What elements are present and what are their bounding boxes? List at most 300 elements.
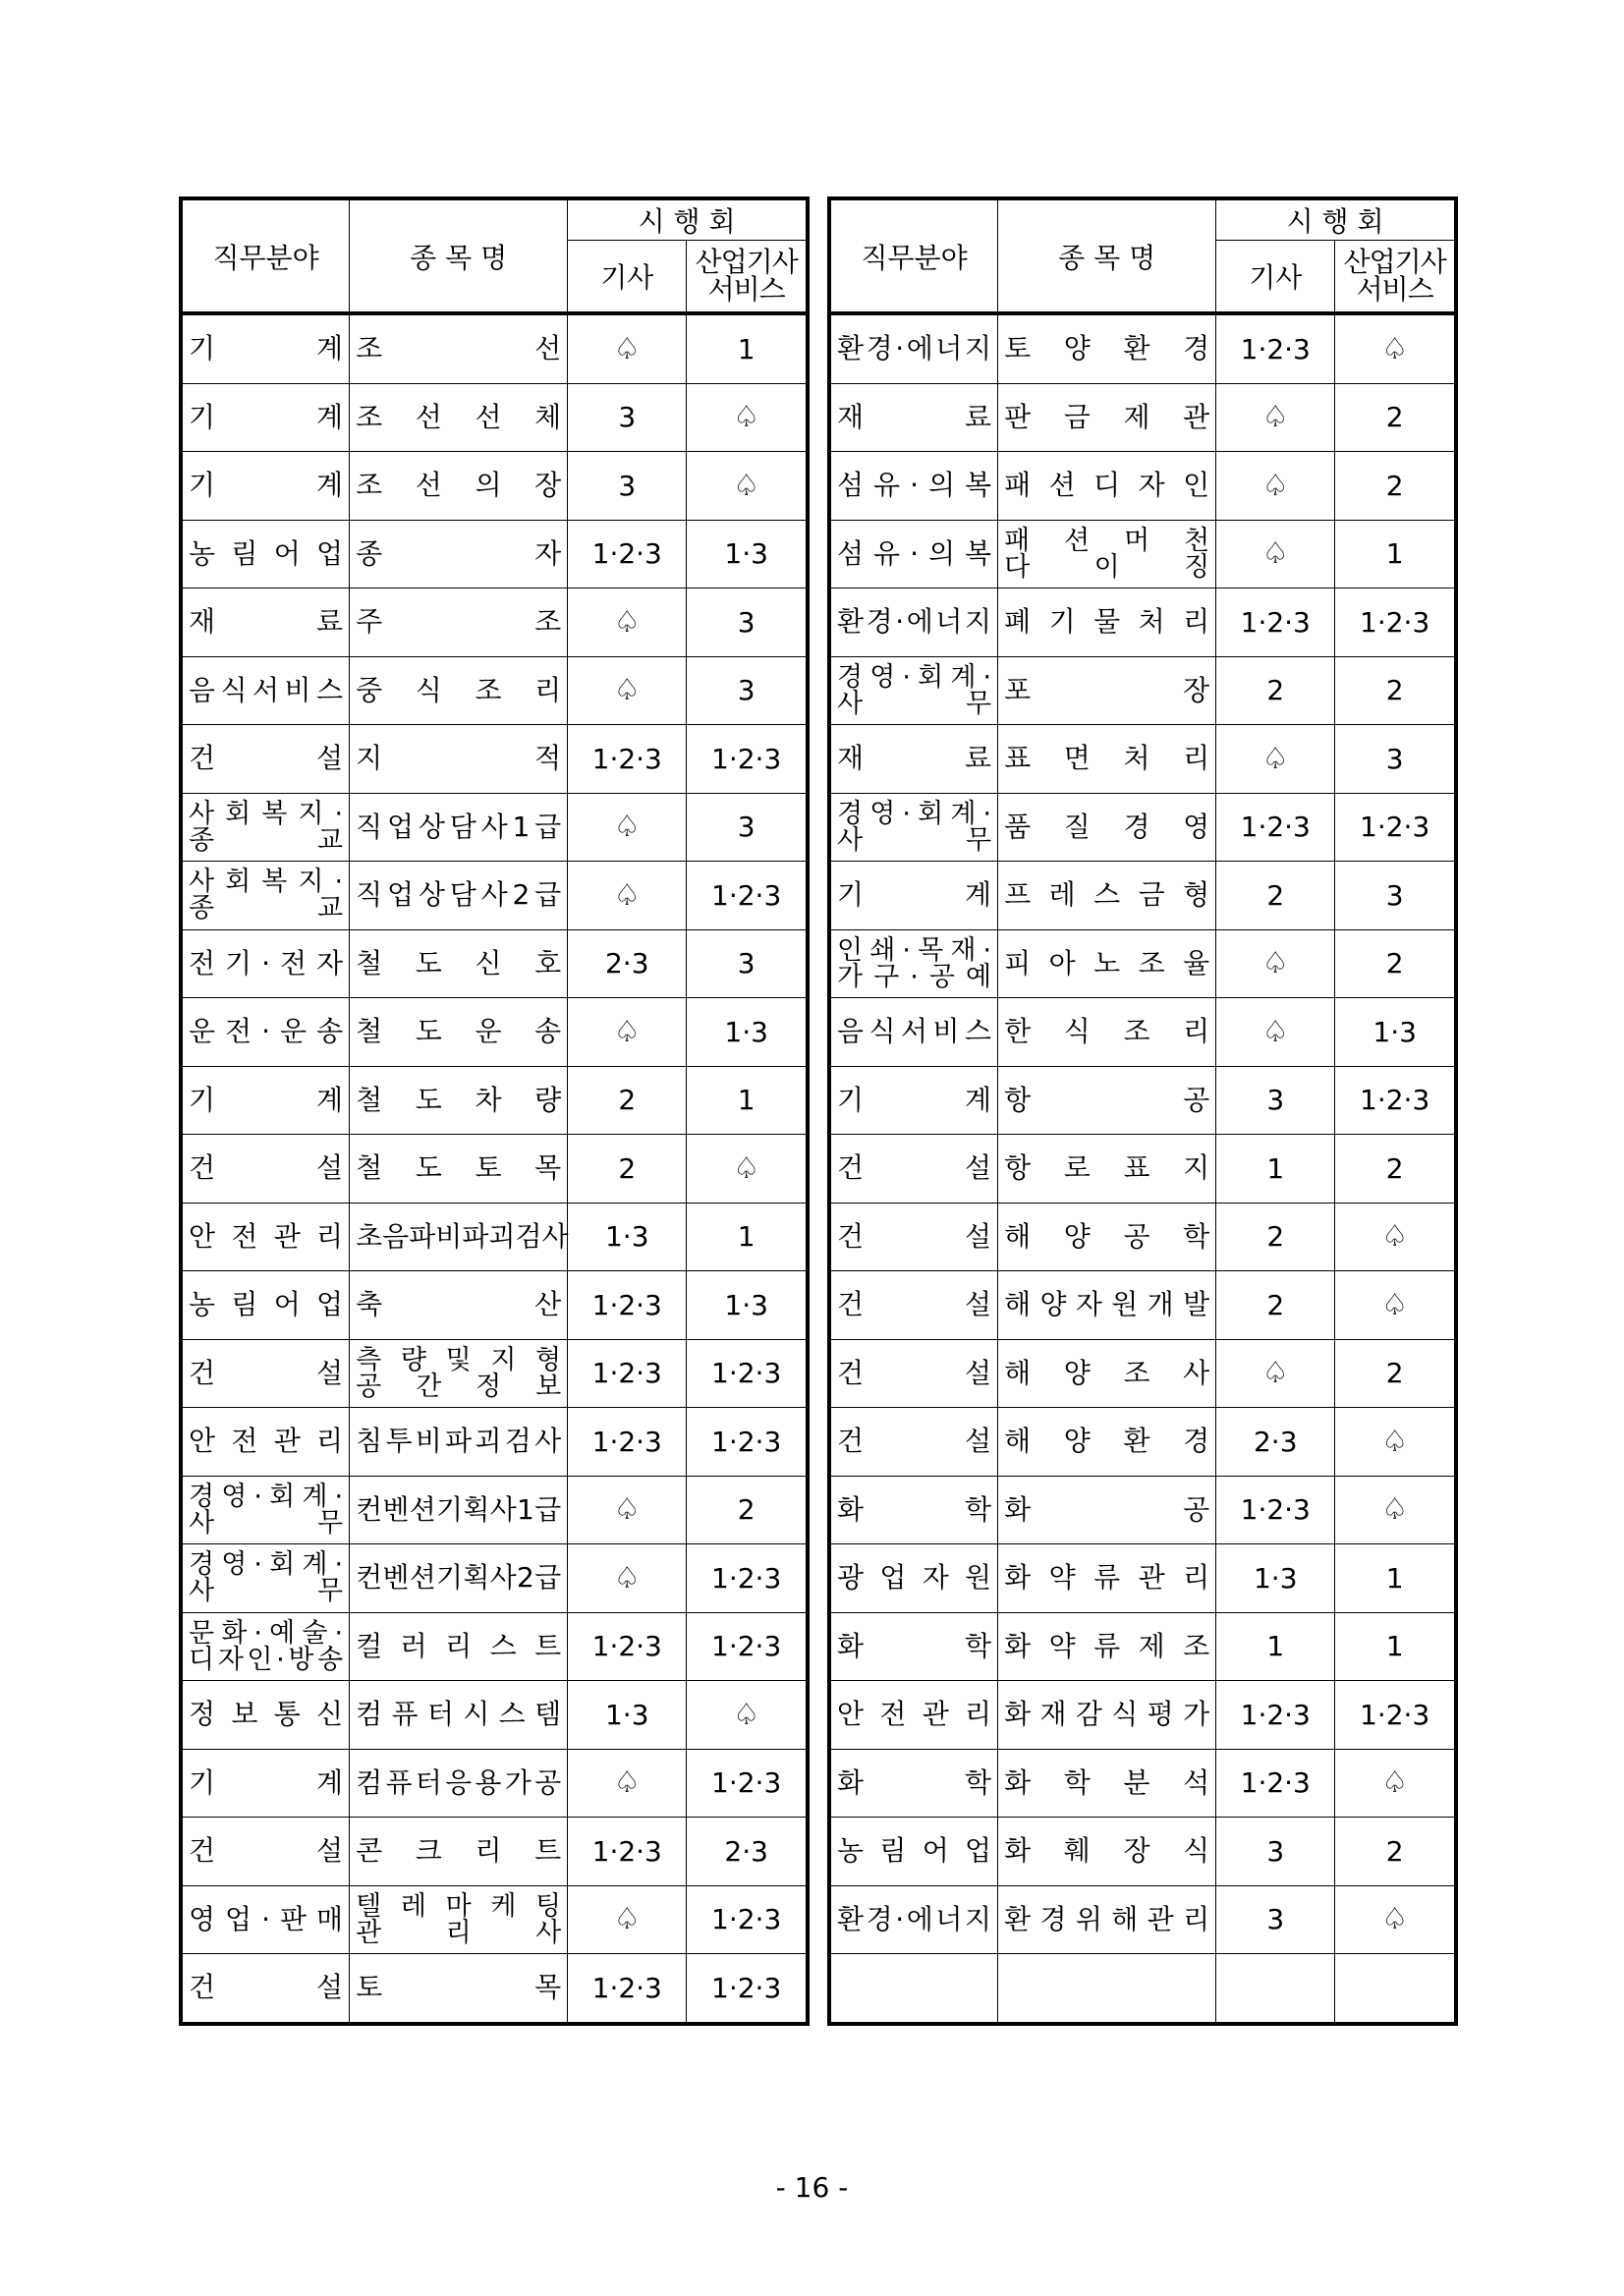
item-name-line: 컨 벤 션 기 획 사 1 급	[356, 1492, 562, 1526]
job-field-cell	[181, 656, 350, 725]
job-field-line: 농 림 어 업	[189, 1288, 344, 1321]
table-row	[181, 1954, 808, 2024]
job-field	[837, 1902, 992, 1935]
spade-icon: ♤	[568, 656, 687, 725]
table-row	[829, 1885, 1456, 1954]
spade-icon: ♤	[1335, 1749, 1456, 1818]
item-name-line: 조 선 의 장	[356, 469, 562, 502]
table-row	[181, 929, 808, 998]
item-name-cell	[350, 793, 568, 862]
header-exam: 시 행 회	[568, 198, 808, 241]
session-value: 2	[1335, 1339, 1456, 1408]
item-name-line: 콘 크 리 트	[356, 1834, 562, 1868]
item-name	[356, 878, 562, 912]
session-value: 2	[1216, 1271, 1335, 1340]
table-row	[181, 1066, 808, 1135]
session-value: 1·2·3	[687, 1544, 808, 1613]
job-field-cell	[181, 862, 350, 930]
item-name-cell	[350, 1954, 568, 2024]
session-value: 1·2·3	[1335, 1681, 1456, 1750]
session-value: 3	[1216, 1818, 1335, 1886]
job-field-line: 재 료	[837, 742, 992, 775]
item-name-line: 중 식 조 리	[356, 673, 562, 706]
item-name-cell	[350, 313, 568, 383]
session-value: 1·2·3	[1216, 588, 1335, 657]
job-field-cell	[829, 929, 998, 998]
job-field-line: 가 구 · 공 예	[837, 961, 992, 992]
job-field-cell	[829, 1476, 998, 1544]
header-industrial-line-1: 산업기사	[695, 246, 798, 278]
job-field	[189, 536, 344, 570]
table-row	[829, 929, 1456, 998]
header-gisa: 기사	[1216, 241, 1335, 314]
item-name-line: 포 장	[1004, 673, 1210, 706]
session-value: 1·2·3	[1335, 793, 1456, 862]
item-name-cell	[350, 1818, 568, 1886]
item-name-cell	[998, 383, 1216, 452]
table-row	[829, 1408, 1456, 1477]
spade-icon: ♤	[1335, 1885, 1456, 1954]
item-name	[356, 810, 562, 843]
item-name	[356, 1698, 562, 1731]
item-name-cell	[350, 1681, 568, 1750]
item-name	[1004, 1288, 1210, 1321]
item-name-line: 직 업 상 담 사 2 급	[356, 878, 562, 912]
item-name-line: 화 학 분 석	[1004, 1765, 1210, 1799]
header-field: 직무분야	[829, 198, 998, 313]
job-field-line: 화 학	[837, 1765, 992, 1799]
session-value: 1·2·3	[1335, 588, 1456, 657]
session-value: 1·2·3	[687, 862, 808, 930]
header-industrial	[1335, 241, 1456, 314]
session-value: 2	[1216, 862, 1335, 930]
session-value: 3	[687, 656, 808, 725]
job-field-cell	[181, 1135, 350, 1204]
session-value: 2	[1335, 656, 1456, 725]
item-name	[1004, 810, 1210, 843]
header-item: 종 목 명	[998, 198, 1216, 313]
job-field-cell	[829, 1681, 998, 1750]
table-row	[829, 452, 1456, 521]
item-name-cell	[350, 725, 568, 794]
item-name-cell	[350, 1408, 568, 1477]
session-value: 3	[1335, 862, 1456, 930]
spade-icon: ♤	[568, 793, 687, 862]
table-row	[181, 998, 808, 1067]
item-name-cell	[998, 1476, 1216, 1544]
job-field-cell	[181, 588, 350, 657]
item-name-cell	[998, 793, 1216, 862]
item-name-line: 컴 퓨 터 시 스 템	[356, 1698, 562, 1731]
job-field-line: 건 설	[189, 1834, 344, 1868]
job-field-line: 안 전 관 리	[189, 1425, 344, 1458]
job-field	[837, 400, 992, 433]
job-field-line: 화 학	[837, 1492, 992, 1526]
item-name	[356, 1425, 562, 1458]
session-value: 2	[568, 1066, 687, 1135]
job-field-line: 사 무	[189, 1507, 344, 1539]
item-name	[356, 400, 562, 433]
job-field	[837, 1288, 992, 1321]
session-value	[1216, 1954, 1335, 2024]
item-name-cell	[350, 656, 568, 725]
item-name	[356, 536, 562, 570]
table-row	[181, 1271, 808, 1340]
item-name	[1004, 1083, 1210, 1116]
spade-icon: ♤	[1335, 1203, 1456, 1271]
session-value: 1	[1216, 1135, 1335, 1204]
job-field-line: 사 무	[189, 1576, 344, 1607]
item-name	[356, 1971, 562, 2004]
job-field-line: 음 식 서 비 스	[837, 1015, 992, 1048]
table-row	[181, 725, 808, 794]
job-field	[189, 673, 344, 706]
table-row	[829, 998, 1456, 1067]
item-name-cell	[350, 383, 568, 452]
session-value: 1·2·3	[568, 725, 687, 794]
job-field-line: 안 전 관 리	[837, 1698, 992, 1731]
job-field	[189, 1219, 344, 1253]
item-name	[356, 1492, 562, 1526]
session-value: 2·3	[568, 929, 687, 998]
job-field-line: 경 영 · 회 계 ·	[189, 1549, 344, 1581]
job-field	[189, 798, 344, 856]
item-name	[356, 1288, 562, 1321]
item-name-cell	[350, 1066, 568, 1135]
spade-icon: ♤	[1335, 1476, 1456, 1544]
session-value: 1·2·3	[568, 520, 687, 588]
job-field-line: 디 자 인 · 방 송	[189, 1644, 344, 1675]
job-field-line: 기 계	[189, 400, 344, 433]
job-field-line: 건 설	[189, 1151, 344, 1185]
job-field-cell	[829, 452, 998, 521]
job-field	[189, 1971, 344, 2004]
item-name-cell	[998, 1135, 1216, 1204]
session-value: 2	[1335, 1818, 1456, 1886]
job-field-line: 건 설	[837, 1219, 992, 1253]
item-name-line: 화 약 류 관 리	[1004, 1561, 1210, 1595]
job-field-line: 환 경 · 에 너 지	[837, 605, 992, 639]
spade-icon: ♤	[568, 588, 687, 657]
job-field-line: 인 쇄 · 목 재 ·	[837, 934, 992, 966]
job-field-line: 문 화 · 예 술 ·	[189, 1617, 344, 1649]
session-value: 1·3	[687, 1271, 808, 1340]
table-row	[829, 1749, 1456, 1818]
session-value: 2	[687, 1476, 808, 1544]
table-row	[181, 1749, 808, 1818]
header-industrial-line-2: 서비스	[1356, 273, 1433, 306]
item-name	[1004, 469, 1210, 502]
job-field-line: 환 경 · 에 너 지	[837, 1902, 992, 1935]
job-field-line: 종 교	[189, 893, 344, 924]
job-field-line: 건 설	[837, 1356, 992, 1389]
item-name-cell	[998, 520, 1216, 588]
job-field-line: 건 설	[837, 1425, 992, 1458]
item-name-cell	[998, 1203, 1216, 1271]
job-field	[837, 1492, 992, 1526]
item-name-cell	[350, 1271, 568, 1340]
session-value: 1·3	[1335, 998, 1456, 1067]
job-field	[189, 400, 344, 433]
job-field	[837, 1151, 992, 1185]
job-field-line: 기 계	[189, 1083, 344, 1116]
session-value: 1·2·3	[687, 1749, 808, 1818]
header-gisa: 기사	[568, 241, 687, 314]
item-name-line: 항 공	[1004, 1083, 1210, 1116]
table-row	[181, 588, 808, 657]
job-field-cell	[181, 1818, 350, 1886]
header-industrial-line-1: 산업기사	[1343, 246, 1446, 278]
item-name	[1004, 1698, 1210, 1731]
job-field	[837, 332, 992, 365]
job-field-cell	[181, 1681, 350, 1750]
item-name-line: 다 이 징	[1004, 551, 1210, 583]
job-field-line: 경 영 · 회 계 ·	[189, 1481, 344, 1512]
job-field-line: 종 교	[189, 824, 344, 856]
session-value: 1·3	[687, 520, 808, 588]
item-name	[356, 946, 562, 980]
item-name-line: 조 선	[356, 332, 562, 365]
job-field-line: 건 설	[837, 1288, 992, 1321]
job-field-line: 전 기 · 전 자	[189, 946, 344, 980]
item-name-line: 해 양 공 학	[1004, 1219, 1210, 1253]
item-name-line: 컨 벤 션 기 획 사 2 급	[356, 1561, 562, 1595]
table-row	[829, 656, 1456, 725]
job-field	[189, 1356, 344, 1389]
item-name-cell	[998, 656, 1216, 725]
item-name-line: 토 목	[356, 1971, 562, 2004]
job-field-line: 경 영 · 회 계 ·	[837, 661, 992, 693]
header-industrial-line-2: 서비스	[707, 273, 785, 306]
job-field-line: 운 전 · 운 송	[189, 1015, 344, 1048]
table-row	[829, 1954, 1456, 2024]
item-name	[356, 605, 562, 639]
job-field-cell	[829, 1818, 998, 1886]
job-field-cell	[181, 1749, 350, 1818]
job-field-cell	[829, 313, 998, 383]
item-name-line: 피 아 노 조 율	[1004, 946, 1210, 980]
job-field	[837, 661, 992, 719]
job-field	[837, 536, 992, 570]
job-field	[189, 1083, 344, 1116]
item-name-cell	[998, 1066, 1216, 1135]
item-name-cell	[998, 1885, 1216, 1954]
job-field	[189, 1425, 344, 1458]
spade-icon: ♤	[568, 862, 687, 930]
item-name	[1004, 1765, 1210, 1799]
table-row	[181, 520, 808, 588]
item-name-line: 화 훼 장 식	[1004, 1834, 1210, 1868]
job-field-cell	[829, 1203, 998, 1271]
item-name-line: 조 선 선 체	[356, 400, 562, 433]
item-name-line: 환 경 위 해 관 리	[1004, 1902, 1210, 1935]
table-row	[829, 1066, 1456, 1135]
session-value: 2	[1335, 383, 1456, 452]
spade-icon: ♤	[1216, 725, 1335, 794]
item-name-cell	[998, 862, 1216, 930]
job-field	[189, 1617, 344, 1675]
item-name-line: 해 양 조 사	[1004, 1356, 1210, 1389]
item-name-line: 초 음 파 비 파 괴 검 사	[356, 1219, 569, 1253]
job-field-cell	[181, 1271, 350, 1340]
job-field	[837, 1765, 992, 1799]
header-industrial	[687, 241, 808, 314]
session-value: 1	[687, 313, 808, 383]
item-name	[1004, 946, 1210, 980]
session-value: 1·3	[568, 1681, 687, 1750]
job-field-line: 영 업 · 판 매	[189, 1902, 344, 1935]
job-field-line: 건 설	[837, 1151, 992, 1185]
job-field	[189, 1698, 344, 1731]
item-name-cell	[998, 588, 1216, 657]
item-name-cell	[350, 1339, 568, 1408]
item-name	[356, 1083, 562, 1116]
spade-icon: ♤	[568, 1749, 687, 1818]
item-name-line: 해 양 환 경	[1004, 1425, 1210, 1458]
table-row	[181, 1339, 808, 1408]
item-name-line: 철 도 운 송	[356, 1015, 562, 1048]
session-value: 1·2·3	[568, 1612, 687, 1681]
session-value: 1·2·3	[568, 1339, 687, 1408]
table-row	[829, 520, 1456, 588]
item-name-line: 컬 러 리 스 트	[356, 1629, 562, 1662]
session-value: 1·3	[1216, 1544, 1335, 1613]
item-name-cell	[998, 998, 1216, 1067]
session-value: 1	[687, 1066, 808, 1135]
job-field	[189, 1015, 344, 1048]
item-name	[1004, 1492, 1210, 1526]
job-field-line: 기 계	[189, 469, 344, 502]
job-field-line: 건 설	[189, 1971, 344, 2004]
job-field	[189, 1902, 344, 1935]
job-field	[189, 605, 344, 639]
spade-icon: ♤	[568, 1885, 687, 1954]
table-row	[829, 383, 1456, 452]
item-name-cell	[998, 1339, 1216, 1408]
spade-icon: ♤	[1216, 998, 1335, 1067]
job-field-cell	[181, 1339, 350, 1408]
table-body-right	[829, 313, 1456, 2024]
job-field-cell	[829, 1135, 998, 1204]
schedule-table-left	[179, 196, 810, 2026]
spade-icon: ♤	[568, 1544, 687, 1613]
item-name-cell	[350, 929, 568, 998]
job-field-line: 기 계	[189, 1765, 344, 1799]
session-value: 1·2·3	[568, 1271, 687, 1340]
session-value: 2	[1216, 656, 1335, 725]
job-field-cell	[829, 1271, 998, 1340]
job-field-line: 환 경 · 에 너 지	[837, 332, 992, 365]
item-name-cell	[350, 1749, 568, 1818]
item-name	[1004, 1015, 1210, 1048]
job-field	[837, 1629, 992, 1662]
session-value: 3	[1335, 725, 1456, 794]
spade-icon: ♤	[687, 1681, 808, 1750]
job-field	[837, 1834, 992, 1868]
session-value: 1·2·3	[1216, 1476, 1335, 1544]
job-field-cell	[829, 1885, 998, 1954]
session-value: 3	[1216, 1885, 1335, 1954]
table-row	[181, 862, 808, 930]
session-value: 1·2·3	[1216, 793, 1335, 862]
job-field-cell	[181, 1476, 350, 1544]
job-field-cell	[181, 1408, 350, 1477]
job-field-cell	[181, 1885, 350, 1954]
item-name	[1004, 1561, 1210, 1595]
item-name-cell	[998, 452, 1216, 521]
schedule-table-right	[827, 196, 1458, 2026]
table-row	[181, 1885, 808, 1954]
job-field-line: 사 무	[837, 688, 992, 719]
job-field-line: 사 회 복 지 ·	[189, 867, 344, 898]
table-row	[829, 588, 1456, 657]
item-name-cell	[350, 1885, 568, 1954]
session-value: 2·3	[1216, 1408, 1335, 1477]
job-field-cell	[829, 383, 998, 452]
item-name	[1004, 1902, 1210, 1935]
job-field-line: 기 계	[189, 332, 344, 365]
session-value: 3	[687, 929, 808, 998]
job-field	[189, 1834, 344, 1868]
spade-icon: ♤	[687, 452, 808, 521]
table-row	[829, 1339, 1456, 1408]
job-field-cell	[829, 998, 998, 1067]
session-value: 1·2·3	[687, 725, 808, 794]
spade-icon: ♤	[1216, 452, 1335, 521]
header-field: 직무분야	[181, 198, 350, 313]
spade-icon: ♤	[687, 383, 808, 452]
session-value: 3	[687, 588, 808, 657]
item-name	[356, 1834, 562, 1868]
item-name-cell	[350, 862, 568, 930]
table-row	[829, 862, 1456, 930]
job-field-cell	[829, 1066, 998, 1135]
table-row	[829, 1681, 1456, 1750]
session-value: 1·3	[687, 998, 808, 1067]
job-field	[837, 1356, 992, 1389]
session-value: 1·2·3	[568, 1408, 687, 1477]
item-name-cell	[998, 1271, 1216, 1340]
item-name-cell	[998, 313, 1216, 383]
session-value: 1·3	[568, 1203, 687, 1271]
item-name-line: 패 션 머 천	[1004, 525, 1210, 556]
item-name-line: 철 도 토 목	[356, 1151, 562, 1185]
item-name	[356, 1151, 562, 1185]
session-value: 2	[1335, 1135, 1456, 1204]
item-name	[356, 1561, 562, 1595]
spade-icon: ♤	[1216, 520, 1335, 588]
table-row	[181, 1544, 808, 1613]
item-name	[356, 1015, 562, 1048]
job-field-cell	[181, 1612, 350, 1681]
table-row	[181, 452, 808, 521]
job-field	[837, 1561, 992, 1595]
item-name-line: 판 금 제 관	[1004, 400, 1210, 433]
job-field-cell	[181, 1203, 350, 1271]
item-name	[1004, 1629, 1210, 1662]
job-field-line: 정 보 통 신	[189, 1698, 344, 1731]
item-name-line: 한 식 조 리	[1004, 1015, 1210, 1048]
item-name-line: 항 로 표 지	[1004, 1151, 1210, 1185]
spade-icon: ♤	[568, 313, 687, 383]
item-name-line: 직 업 상 담 사 1 급	[356, 810, 562, 843]
item-name-line: 철 도 신 호	[356, 946, 562, 980]
item-name	[356, 1890, 562, 1948]
table-row	[829, 725, 1456, 794]
item-name-line: 침 투 비 파 괴 검 사	[356, 1425, 562, 1458]
job-field	[189, 332, 344, 365]
table-row	[829, 1476, 1456, 1544]
